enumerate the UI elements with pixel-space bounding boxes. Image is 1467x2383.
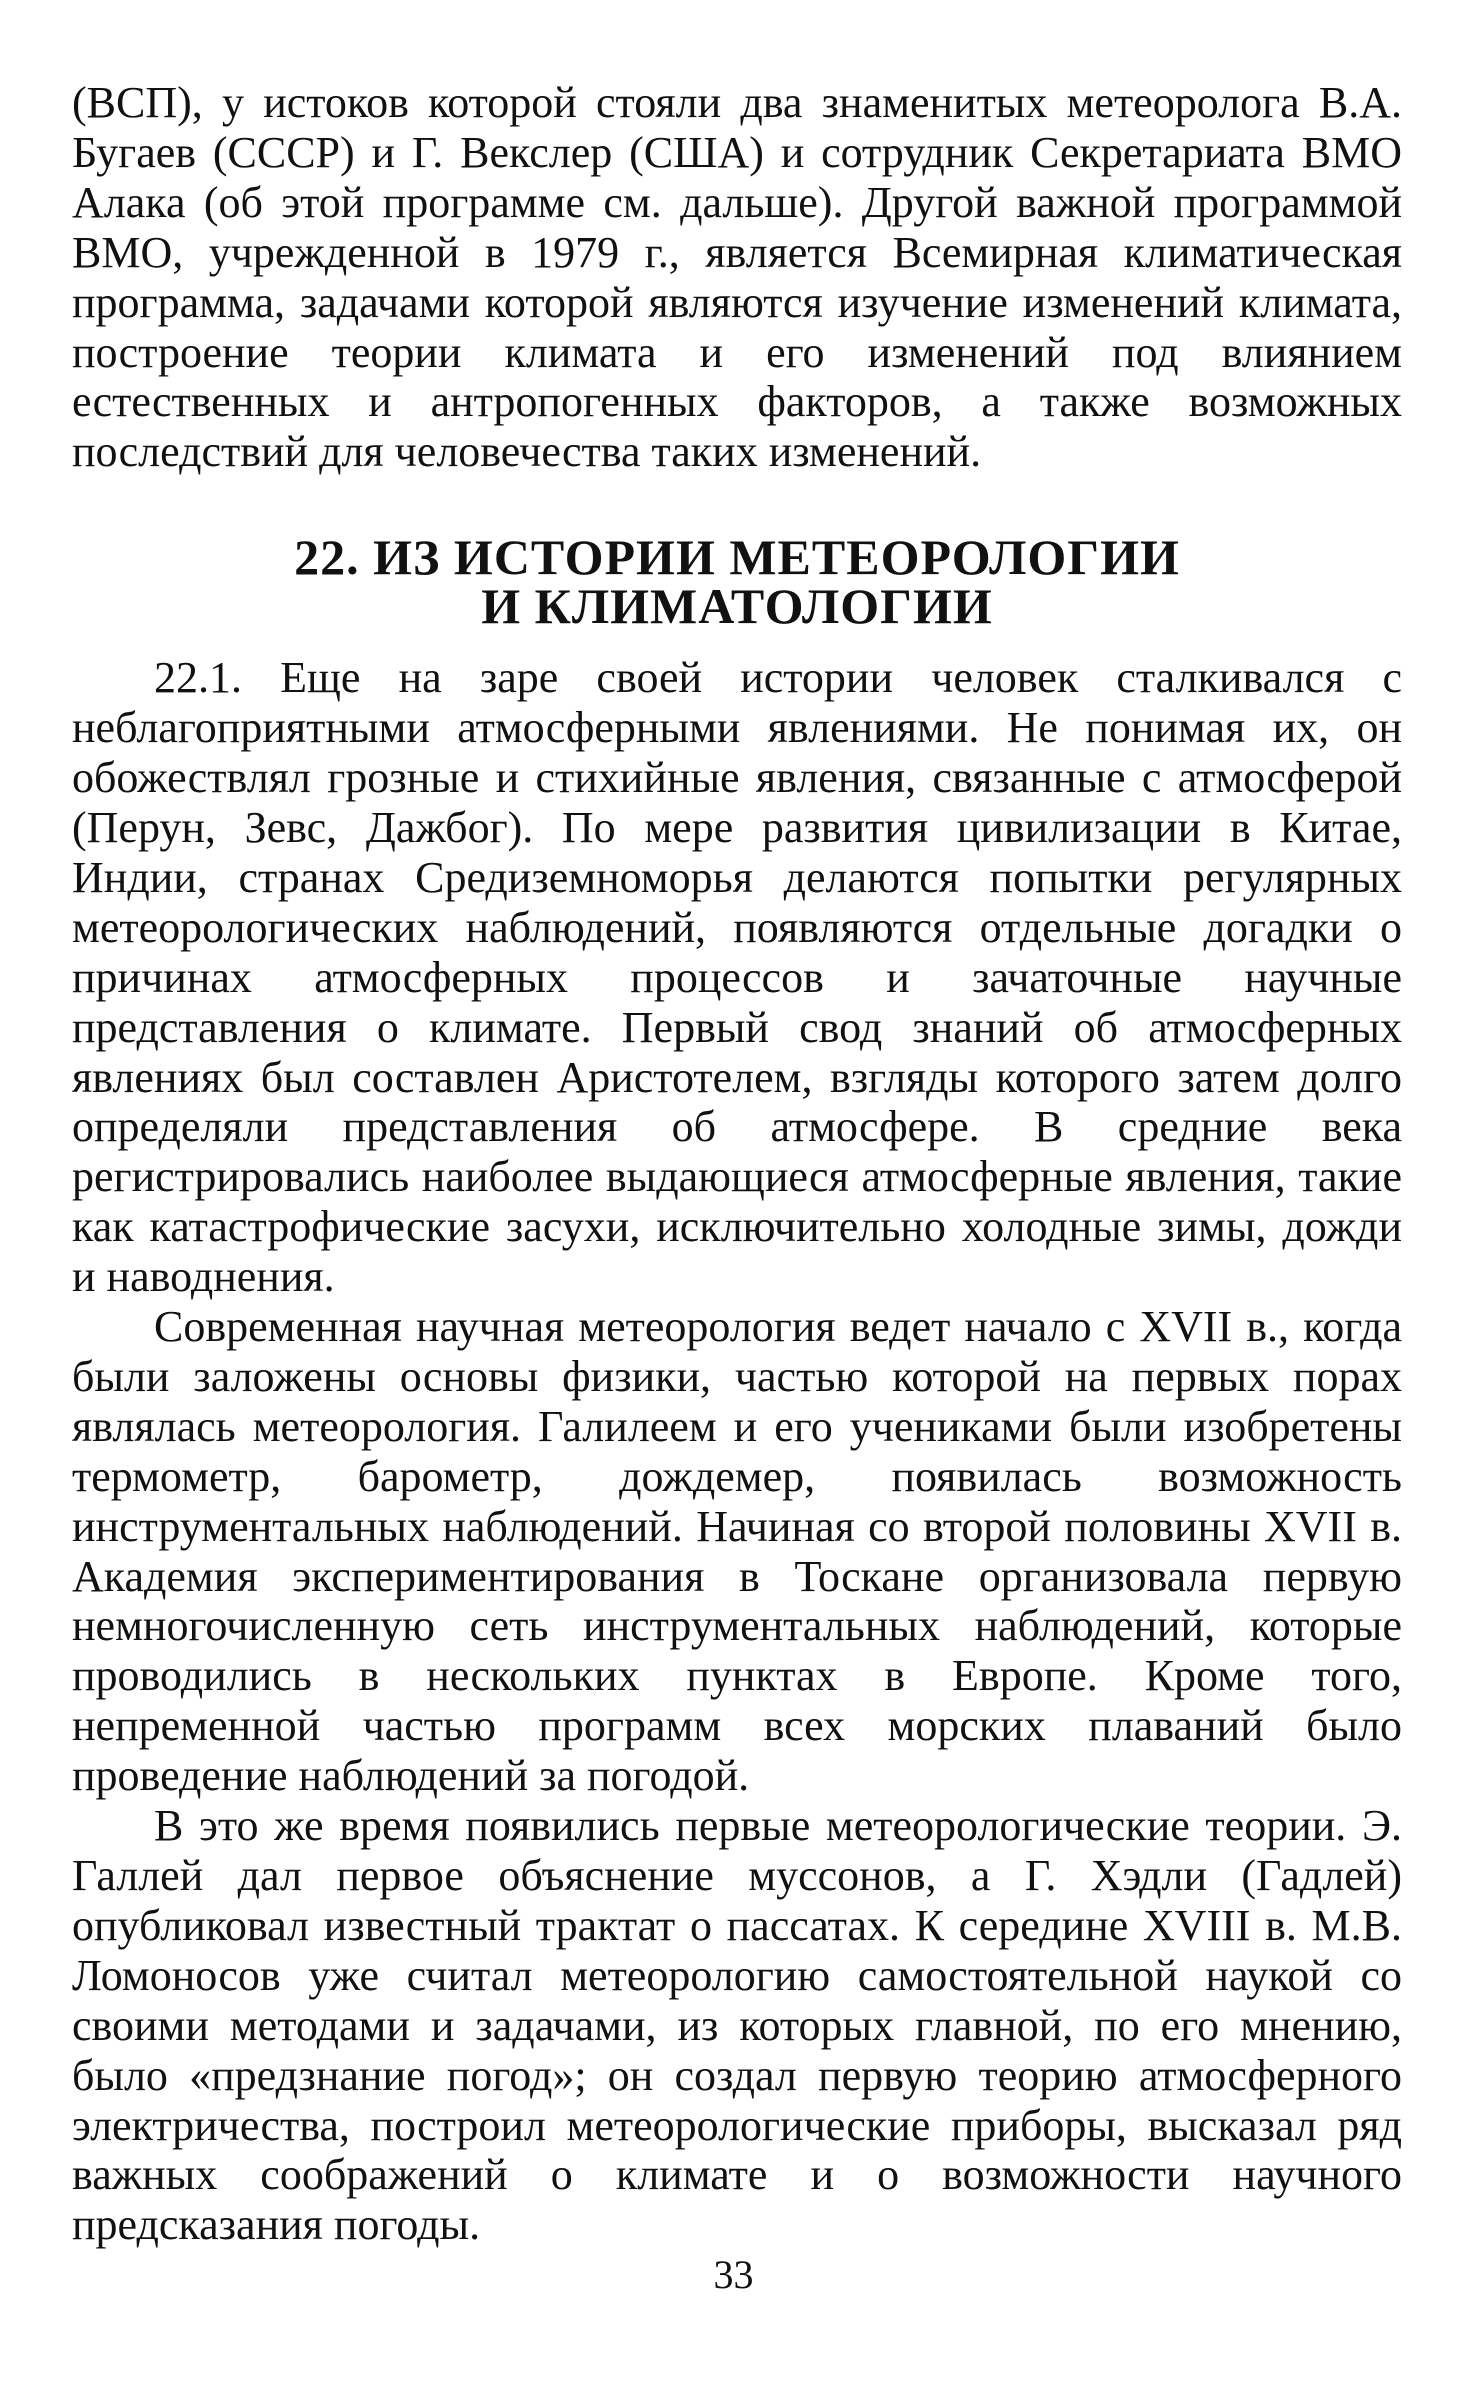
section-heading-line-1: 22. ИЗ ИСТОРИИ МЕТЕОРОЛОГИИ bbox=[294, 529, 1180, 586]
paragraph-modern-meteorology: Современная научная метеорология ведет начало с XVII в., когда были заложены основы физики, частью которой на первых порах являлась метеорология. Галилеем и его учениками были изобретены термометр, барометр, дождемер, появилась возможность инструментальных наблюдений. Начиная со второй половины XVII в. Академия экспериментирования в Тоскане организовала первую немногочисленную сеть инструментальных наблюдений, которые проводились в нескольких пунктах в Европе. Кроме того, непременной частью программ всех морских плаваний было проведение наблюдений за погодой. bbox=[72, 1302, 1402, 1801]
section-heading-line-2: И КЛИМАТОЛОГИИ bbox=[481, 578, 993, 635]
paragraph-22-1: 22.1. Еще на заре своей истории человек сталкивался с неблагоприятными атмосферными явлениями. Не понимая их, он обожествлял грозные и стихийные явления, связанные с атмосферой (Перун, Зевс, Дажбог). По мере развития цивилизации в Китае, Индии, странах Средиземноморья делаются попытки регулярных метеорологических наблюдений, появляются отдельные догадки о причинах атмосферных процессов и зачаточные научные представления о климате. Первый свод знаний об атмосферных явлениях был составлен Аристотелем, взгляды которого затем долго определяли представления об атмосфере. В средние века регистрировались наиболее выдающиеся атмосферные явления, такие как катастрофические засухи, исключительно холодные зимы, дожди и наводнения. bbox=[72, 653, 1402, 1302]
page-number: 33 bbox=[713, 2252, 754, 2297]
book-page bbox=[72, 78, 1402, 2250]
section-heading bbox=[72, 529, 1402, 635]
intro-paragraph: (ВСП), у истоков которой стояли два знаменитых метеоролога В.А. Бугаев (СССР) и Г. Векслер (США) и сотрудник Секретариата ВМО Алака (об этой программе см. дальше). Другой важной программой ВМО, учрежденной в 1979 г., является Всемирная климатическая программа, задачами которой являются изучение изменений климата, построение теории климата и его изменений под влиянием естественных и антропогенных факторов, а также возможных последствий для человечества таких изменений. bbox=[72, 78, 1402, 477]
paragraph-first-theories: В это же время появились первые метеорологические теории. Э. Галлей дал первое объяснение муссонов, а Г. Хэдли (Гадлей) опубликовал известный трактат о пассатах. К середине XVIII в. М.В. Ломоносов уже считал метеорологию самостоятельной наукой со своими методами и задачами, из которых главной, по его мнению, было «предзнание погод»; он создал первую теорию атмосферного электричества, построил метеорологические приборы, высказал ряд важных соображений о климате и о возможности научного предсказания погоды. bbox=[72, 1801, 1402, 2250]
